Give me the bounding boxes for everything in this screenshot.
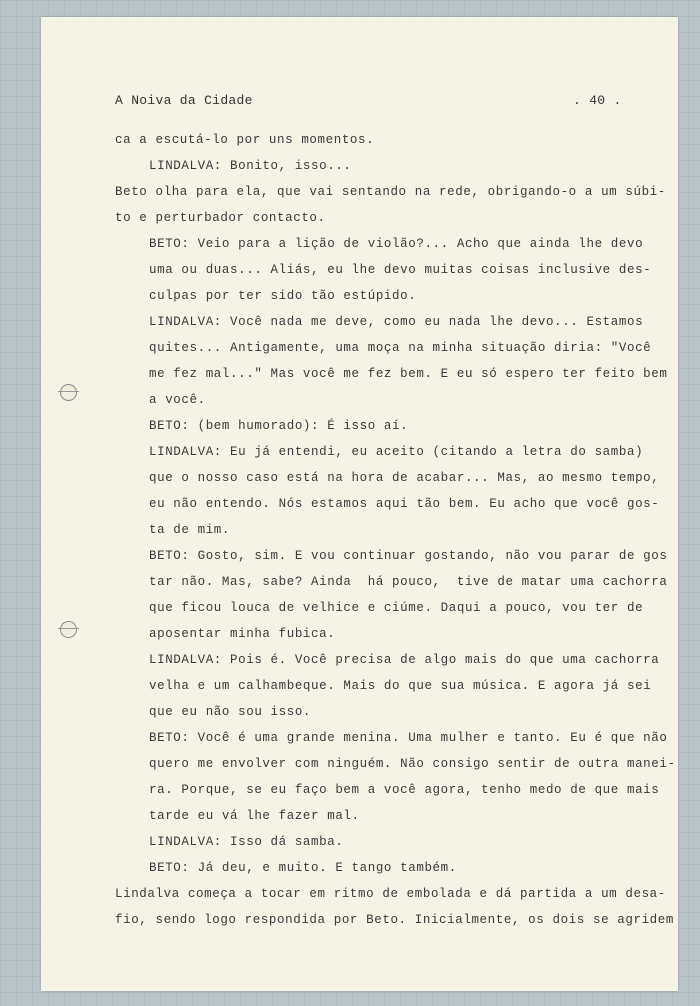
text-line: aposentar minha fubica. [149, 627, 336, 641]
punch-hole [60, 621, 77, 638]
text-line: LINDALVA: Bonito, isso... [149, 159, 352, 173]
text-line: LINDALVA: Você nada me deve, como eu nada lhe devo... Estamos [149, 315, 644, 329]
text-line: Lindalva começa a tocar em ritmo de embolada e dá partida a um desa- [115, 887, 666, 901]
text-line: tar não. Mas, sabe? Ainda há pouco, tive de matar uma cachorra [149, 575, 668, 589]
text-line: to e perturbador contacto. [115, 211, 326, 225]
text-line: BETO: Veio para a lição de violão?... Acho que ainda lhe devo [149, 237, 644, 251]
text-line: tarde eu vá lhe fazer mal. [149, 809, 360, 823]
text-line: ra. Porque, se eu faço bem a você agora, tenho medo de que mais [149, 783, 660, 797]
text-line: uma ou duas... Aliás, eu lhe devo muitas coisas inclusive des- [149, 263, 652, 277]
text-line: culpas por ter sido tão estúpido. [149, 289, 417, 303]
text-line: que ficou louca de velhice e ciúme. Daqui a pouco, vou ter de [149, 601, 644, 615]
text-line: ta de mim. [149, 523, 231, 537]
text-line: Beto olha para ela, que vai sentando na rede, obrigando-o a um súbi- [115, 185, 666, 199]
text-line: velha e um calhambeque. Mais do que sua música. E agora já sei [149, 679, 652, 693]
text-line: que eu não sou isso. [149, 705, 312, 719]
typed-page [41, 17, 678, 991]
punch-hole [60, 384, 77, 401]
text-line: BETO: (bem humorado): É isso aí. [149, 419, 409, 433]
text-line: que o nosso caso está na hora de acabar... Mas, ao mesmo tempo, [149, 471, 660, 485]
text-line: BETO: Gosto, sim. E vou continuar gostando, não vou parar de gos [149, 549, 668, 563]
text-line: LINDALVA: Isso dá samba. [149, 835, 344, 849]
text-line: BETO: Você é uma grande menina. Uma mulher e tanto. Eu é que não [149, 731, 668, 745]
text-line: eu não entendo. Nós estamos aqui tão bem. Eu acho que você gos- [149, 497, 660, 511]
text-line: quites... Antigamente, uma moça na minha situação diria: "Você [149, 341, 652, 355]
text-line: me fez mal..." Mas você me fez bem. E eu só espero ter feito bem [149, 367, 668, 381]
text-line: a você. [149, 393, 206, 407]
text-line: LINDALVA: Eu já entendi, eu aceito (citando a letra do samba) [149, 445, 644, 459]
text-line: quero me envolver com ninguém. Não consigo sentir de outra manei- [149, 757, 676, 771]
page-number: . 40 . [573, 93, 622, 108]
text-line: LINDALVA: Pois é. Você precisa de algo mais do que uma cachorra [149, 653, 660, 667]
text-line: ca a escutá-lo por uns momentos. [115, 133, 375, 147]
document-title: A Noiva da Cidade [115, 93, 253, 108]
text-line: BETO: Já deu, e muito. E tango também. [149, 861, 457, 875]
text-line: fio, sendo logo respondida por Beto. Inicialmente, os dois se agridem [115, 913, 674, 927]
